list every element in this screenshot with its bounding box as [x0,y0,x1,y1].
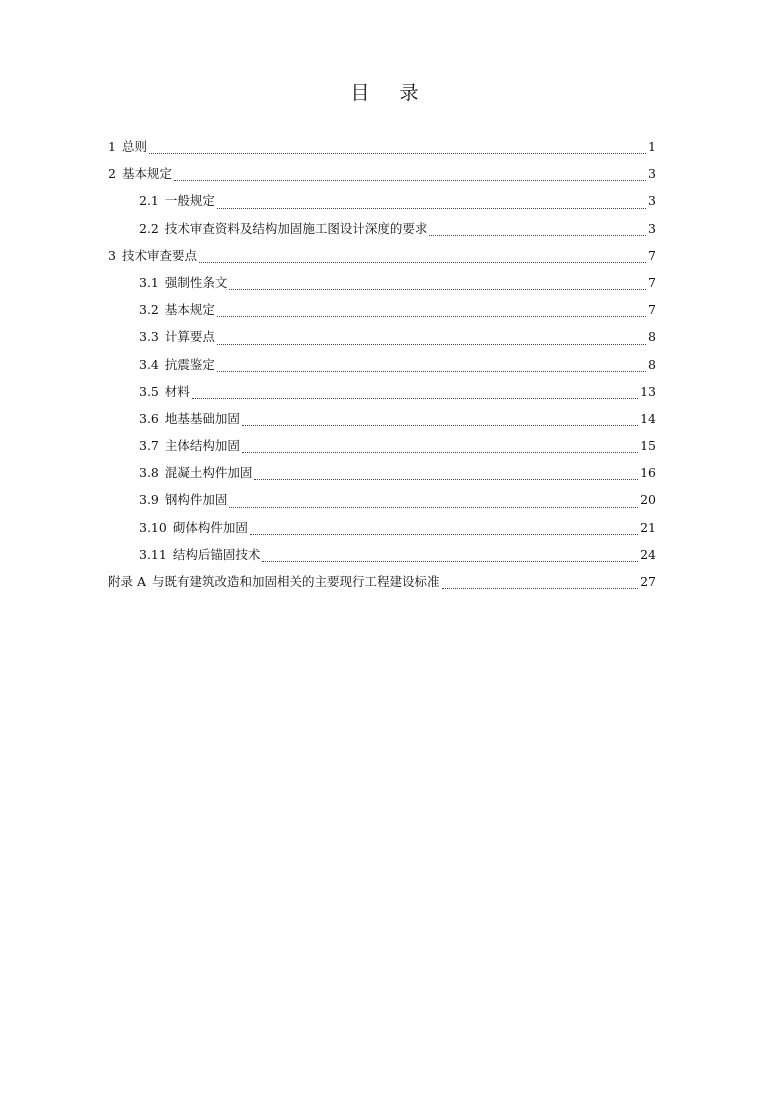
toc-entry-label: 抗震鉴定 [164,356,215,372]
toc-dot-leader [442,587,639,589]
toc-dot-leader [192,397,638,399]
toc-entry[interactable] [108,545,656,572]
toc-dot-leader [217,370,646,372]
toc-entry-label: 总则 [121,139,147,154]
toc-entry-page: 3 [648,193,656,209]
toc-entry[interactable] [108,382,656,409]
toc-entry[interactable] [108,572,656,599]
toc-entry[interactable] [108,300,656,327]
toc-entry-label: 主体结构加固 [164,438,240,454]
toc-entry-number: 3.2 [139,302,159,318]
toc-entry-number: 3.11 [139,546,167,562]
toc-entry-number: 3.7 [139,438,159,454]
toc-entry-page: 14 [640,410,656,426]
toc-dot-leader [254,478,638,480]
toc-entry-label: 基本规定 [121,166,172,182]
toc-entry-number: 3.6 [139,410,159,426]
toc-entry-page: 16 [640,465,656,481]
toc-entry-label: 钢构件加固 [164,492,228,508]
toc-entry-number: 2 [108,166,116,182]
toc-entry-page: 15 [640,438,656,454]
table-of-contents [108,137,656,599]
toc-entry[interactable] [108,219,656,246]
toc-entry-number: 3.1 [139,274,159,290]
toc-entry-page: 24 [640,546,656,562]
toc-entry[interactable] [108,191,656,218]
toc-entry-page: 8 [648,356,656,372]
toc-dot-leader [217,207,646,209]
toc-dot-leader [429,234,646,236]
toc-entry-page: 8 [648,329,656,345]
toc-entry-page: 7 [648,247,656,263]
toc-dot-leader [250,533,638,535]
toc-dot-leader [229,506,638,508]
toc-entry-number: 3.10 [139,519,167,535]
toc-entry-page: 7 [648,302,656,318]
toc-entry[interactable] [108,463,656,490]
toc-entry[interactable] [108,137,656,164]
toc-entry[interactable] [108,273,656,300]
toc-entry-label: 地基基础加固 [164,410,240,426]
toc-entry[interactable] [108,246,656,273]
toc-entry[interactable] [108,490,656,517]
toc-entry-label: 与既有建筑改造和加固相关的主要现行工程建设标准 [152,574,440,589]
toc-entry[interactable] [108,436,656,463]
toc-entry[interactable] [108,409,656,436]
toc-dot-leader [217,343,646,345]
toc-dot-leader [262,560,638,562]
toc-entry-number: 2.2 [139,220,159,236]
toc-entry-page: 13 [640,383,656,399]
toc-dot-leader [217,315,646,317]
toc-entry-label: 技术审查要点 [121,247,197,263]
toc-entry[interactable] [108,164,656,191]
toc-entry-number: 2.1 [139,193,159,209]
toc-entry-page: 27 [640,574,656,589]
toc-entry-label: 基本规定 [164,302,215,318]
toc-entry-page: 3 [648,166,656,182]
page-title: 目 录 [350,82,431,104]
toc-entry-number: 1 [108,139,116,154]
toc-entry[interactable] [108,518,656,545]
toc-entry-page: 3 [648,220,656,236]
toc-entry-page: 1 [648,139,656,154]
toc-dot-leader [242,424,638,426]
toc-entry-label: 技术审查资料及结构加固施工图设计深度的要求 [164,220,428,236]
toc-entry[interactable] [108,327,656,354]
toc-entry-page: 7 [648,274,656,290]
toc-entry-page: 21 [640,519,656,535]
toc-entry-label: 强制性条文 [164,274,228,290]
toc-entry-number: 附录 A [108,574,147,589]
toc-entry-number: 3.5 [139,383,159,399]
toc-entry-label: 混凝土构件加固 [164,465,253,481]
toc-entry-label: 一般规定 [164,193,215,209]
toc-dot-leader [149,152,646,154]
toc-dot-leader [229,288,646,290]
toc-dot-leader [174,179,646,181]
toc-entry-label: 砌体构件加固 [172,519,248,535]
toc-entry-label: 计算要点 [164,329,215,345]
toc-dot-leader [242,451,638,453]
toc-entry-label: 材料 [164,383,190,399]
toc-entry-number: 3 [108,247,116,263]
toc-entry-label: 结构后锚固技术 [172,546,261,562]
toc-entry-number: 3.4 [139,356,159,372]
toc-entry[interactable] [108,355,656,382]
toc-dot-leader [199,261,646,263]
toc-entry-number: 3.8 [139,465,159,481]
toc-entry-number: 3.3 [139,329,159,345]
toc-entry-page: 20 [640,492,656,508]
toc-entry-number: 3.9 [139,492,159,508]
